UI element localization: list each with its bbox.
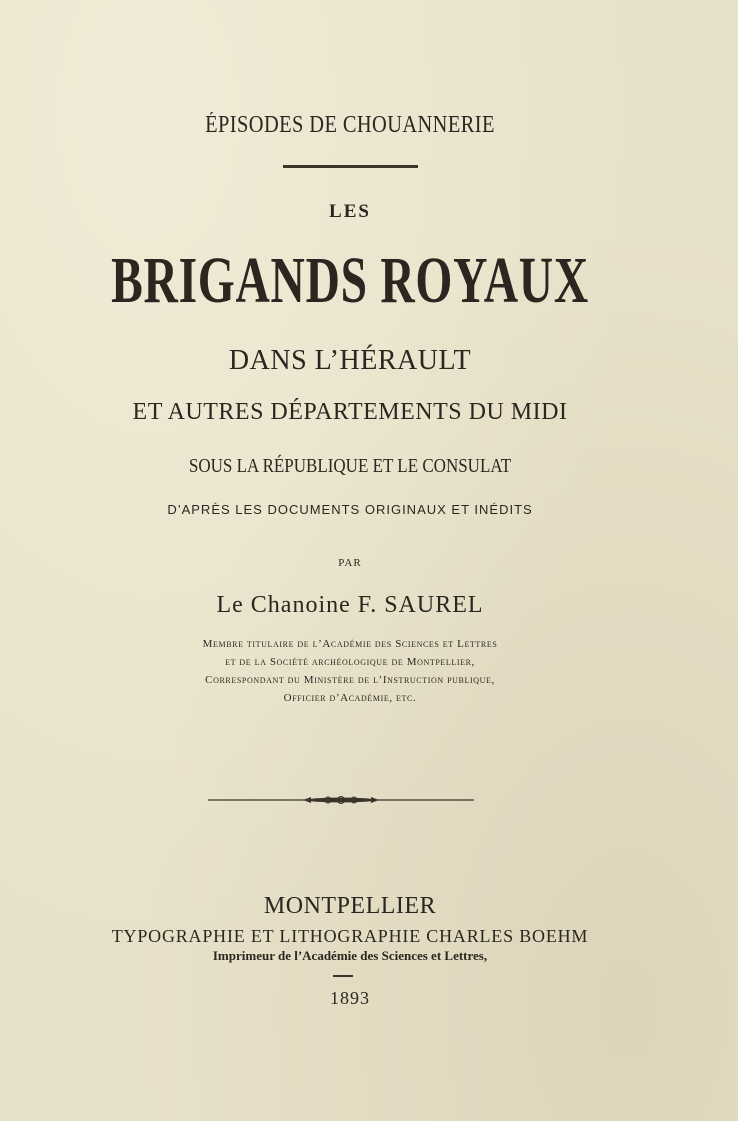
subtitle-departements: ET AUTRES DÉPARTEMENTS DU MIDI (132, 399, 568, 425)
ornament-divider (208, 792, 474, 808)
printer-name: TYPOGRAPHIE ET LITHOGRAPHIE CHARLES BOEHM (111, 926, 589, 946)
title-article: LES (329, 201, 371, 222)
top-rule (283, 165, 418, 168)
subtitle-republique: SOUS LA RÉPUBLIQUE ET LE CONSULAT (188, 455, 512, 477)
author-credential: Correspondant du Ministère de l’Instruction publique, (205, 674, 495, 686)
year-rule (333, 975, 353, 977)
author-credential: Membre titulaire de l’Académie des Sciences et Lettres (202, 638, 498, 650)
subtitle-documents: D’APRÈS LES DOCUMENTS ORIGINAUX ET INÉDITS (167, 502, 533, 517)
main-title: BRIGANDS ROYAUX (111, 244, 589, 317)
printer-title: Imprimeur de l’Académie des Sciences et Lettres, (212, 948, 488, 963)
author-credential: et de la Société archéologique de Montpellier, (225, 656, 475, 668)
by-line: PAR (338, 557, 362, 569)
publication-year: 1893 (330, 988, 370, 1008)
author-name: Le Chanoine F. SAUREL (216, 592, 484, 618)
subtitle-herault: DANS L’HÉRAULT (228, 345, 472, 376)
publication-city: MONTPELLIER (263, 893, 437, 919)
series-title: ÉPISODES DE CHOUANNERIE (205, 112, 495, 138)
author-credential: Officier d’Académie, etc. (283, 692, 417, 704)
